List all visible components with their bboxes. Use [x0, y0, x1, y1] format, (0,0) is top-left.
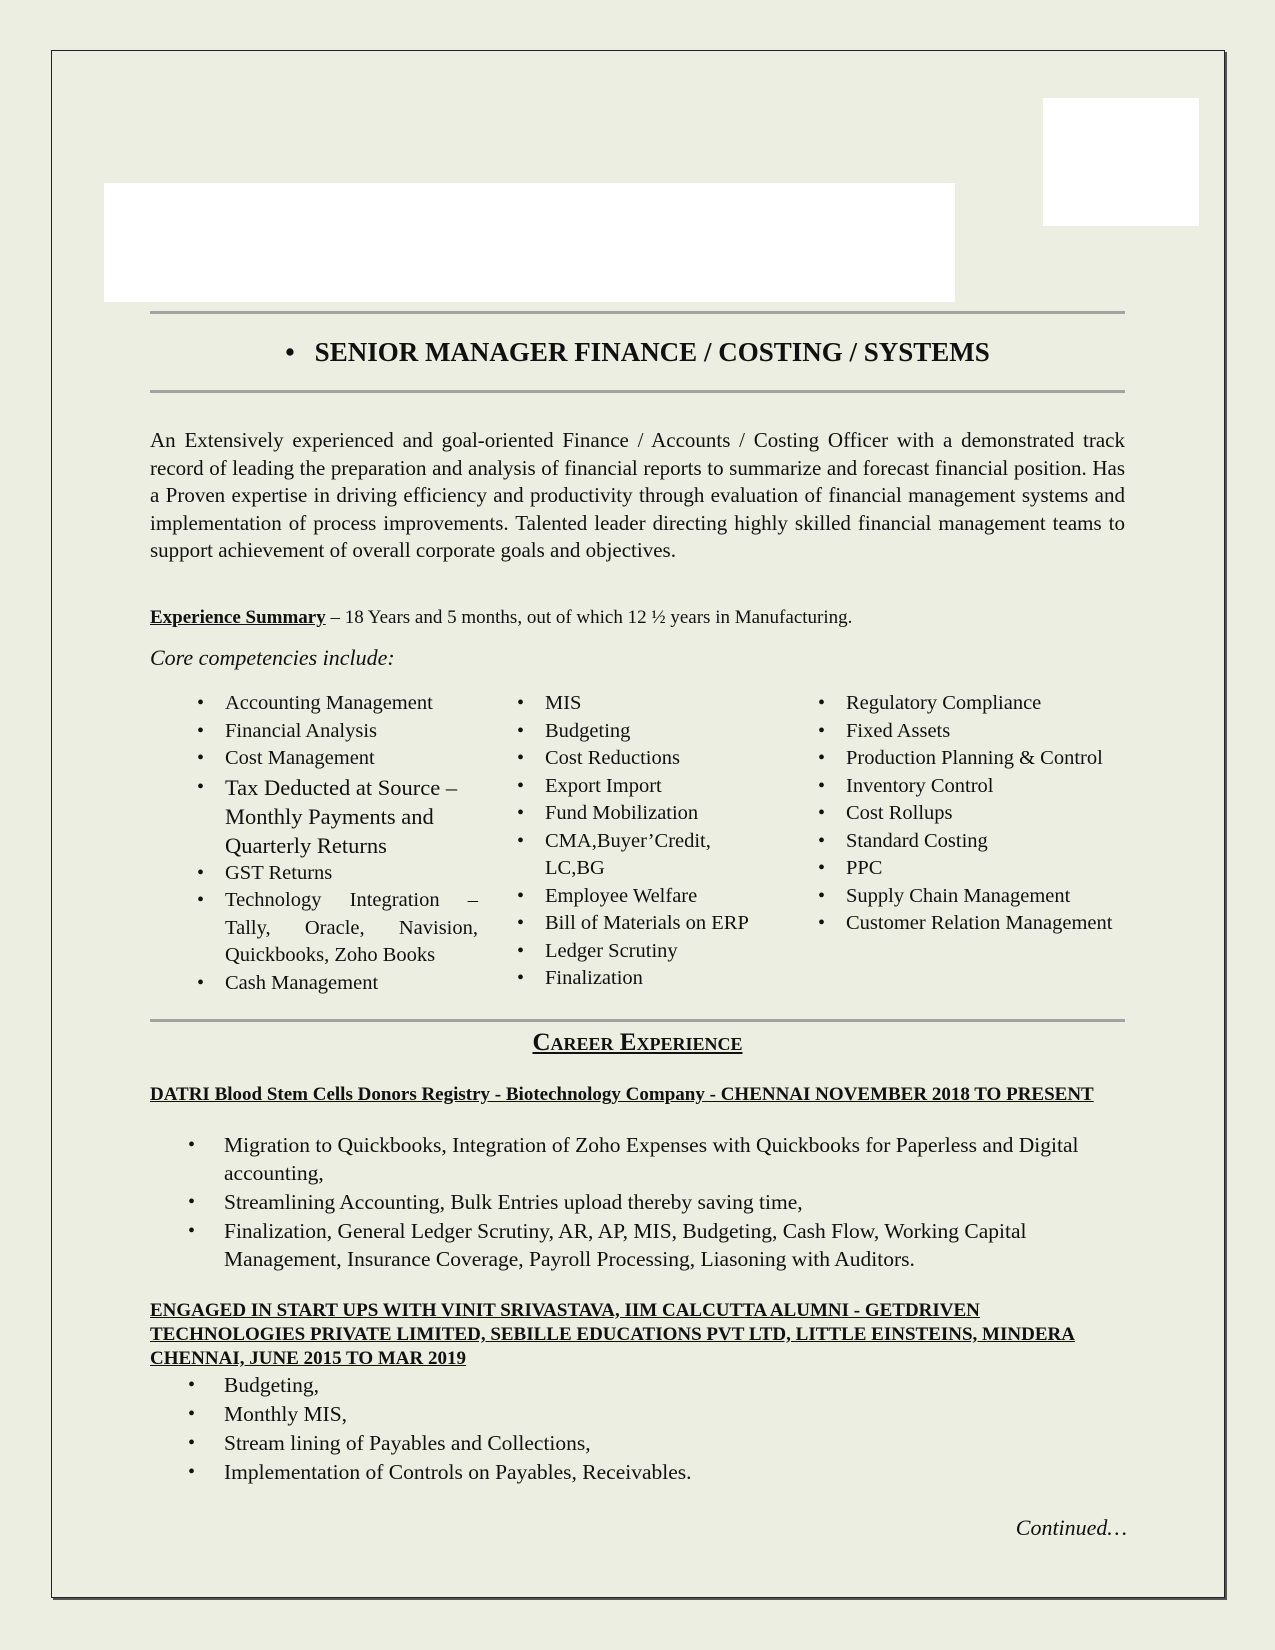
headline-bottom-rule	[150, 390, 1125, 393]
competency-item: • Ledger Scrutiny	[545, 938, 785, 966]
experience-summary-label: Experience Summary	[150, 607, 326, 628]
job-title-datri: DATRI Blood Stem Cells Donors Registry - Biotechnology Company - CHENNAI NOVEMBER 2018 TO PRESENT	[150, 1084, 1094, 1105]
competency-item: • Fixed Assets	[846, 718, 1118, 746]
job-points-startups	[224, 1371, 1124, 1487]
competency-item: • Supply Chain Management	[846, 883, 1118, 911]
core-competencies-title: Core competencies include:	[150, 645, 395, 670]
competency-item: • Employee Welfare	[545, 883, 785, 911]
job-points-datri	[224, 1131, 1124, 1274]
continued-note: Continued…	[1015, 1515, 1127, 1540]
competency-item: • Accounting Management	[225, 690, 478, 718]
competency-item: • Financial Analysis	[225, 718, 478, 746]
competency-item: • Export Import	[545, 773, 785, 801]
competency-item: • Customer Relation Management	[846, 910, 1118, 938]
job-title-startups: ENGAGED IN START UPS WITH VINIT SRIVASTAVA, IIM CALCUTTA ALUMNI - GETDRIVEN TECHNOLOGIES PRIVATE LIMITED, SEBILLE EDUCATIONS PVT LTD, LITTLE EINSTEINS, MINDERA CHENNAI, JUNE 2015 TO MAR 2019	[150, 1300, 1075, 1369]
competency-item: • Budgeting	[545, 718, 785, 746]
job-point: • Stream lining of Payables and Collections,	[224, 1429, 1124, 1457]
experience-summary-text: – 18 Years and 5 months, out of which 12 ½ years in Manufacturing.	[325, 607, 853, 628]
competency-item: • Cost Reductions	[545, 745, 785, 773]
competencies-column-3	[846, 690, 1118, 938]
competency-item: • GST Returns	[225, 860, 478, 888]
competency-item: • Cost Rollups	[846, 800, 1118, 828]
career-top-rule	[150, 1019, 1125, 1022]
job-point: • Streamlining Accounting, Bulk Entries upload thereby saving time,	[224, 1188, 1124, 1216]
competency-item: • CMA,Buyer’Credit, LC,BG	[545, 828, 745, 883]
competency-item: • Fund Mobilization	[545, 800, 785, 828]
competency-item: • Cash Management	[225, 970, 478, 998]
headline-text: SENIOR MANAGER FINANCE / COSTING / SYSTEMS	[314, 337, 990, 367]
competencies-column-1	[225, 690, 478, 997]
redacted-photo-block	[1043, 98, 1199, 226]
job-point: • Finalization, General Ledger Scrutiny, AR, AP, MIS, Budgeting, Cash Flow, Working Capital Management, Insurance Coverage, Payroll Processing, Liasoning with Auditors.	[224, 1217, 1124, 1273]
competency-item: • Finalization	[545, 965, 785, 993]
competency-item: • Production Planning & Control	[846, 745, 1118, 773]
headline	[150, 332, 1125, 372]
job-point: • Monthly MIS,	[224, 1400, 1124, 1428]
competency-item: • Tax Deducted at Source – Monthly Payments and Quarterly Returns	[225, 773, 478, 860]
competency-item: • Regulatory Compliance	[846, 690, 1118, 718]
competency-item: • Inventory Control	[846, 773, 1118, 801]
headline-bullet: •	[285, 337, 295, 367]
experience-summary	[150, 606, 852, 630]
job-point: • Implementation of Controls on Payables, Receivables.	[224, 1458, 1124, 1486]
competency-item: • Cost Management	[225, 745, 478, 773]
competency-item: • Standard Costing	[846, 828, 1118, 856]
job-point: • Budgeting,	[224, 1371, 1124, 1399]
career-experience-title: Career Experience	[532, 1029, 743, 1056]
competency-item: • PPC	[846, 855, 1118, 883]
profile-summary: An Extensively experienced and goal-oriented Finance / Accounts / Costing Officer with a demonstrated track record of leading the preparation and analysis of financial reports to summarize and forecast financial position. Has a Proven expertise in driving efficiency and productivity through evaluation of financial management systems and implementation of process improvements. Talented leader directing highly skilled financial management teams to support achievement of overall corporate goals and objectives.	[150, 428, 1125, 562]
competency-item: • MIS	[545, 690, 785, 718]
top-rule	[150, 311, 1125, 314]
competency-item: • Technology Integration – Tally, Oracle, Navision, Quickbooks, Zoho Books	[225, 887, 478, 970]
redacted-name-block	[104, 183, 955, 302]
competency-item: • Bill of Materials on ERP	[545, 910, 785, 938]
job-point: • Migration to Quickbooks, Integration of Zoho Expenses with Quickbooks for Paperless and Digital accounting,	[224, 1131, 1124, 1187]
competencies-column-2	[545, 690, 785, 993]
